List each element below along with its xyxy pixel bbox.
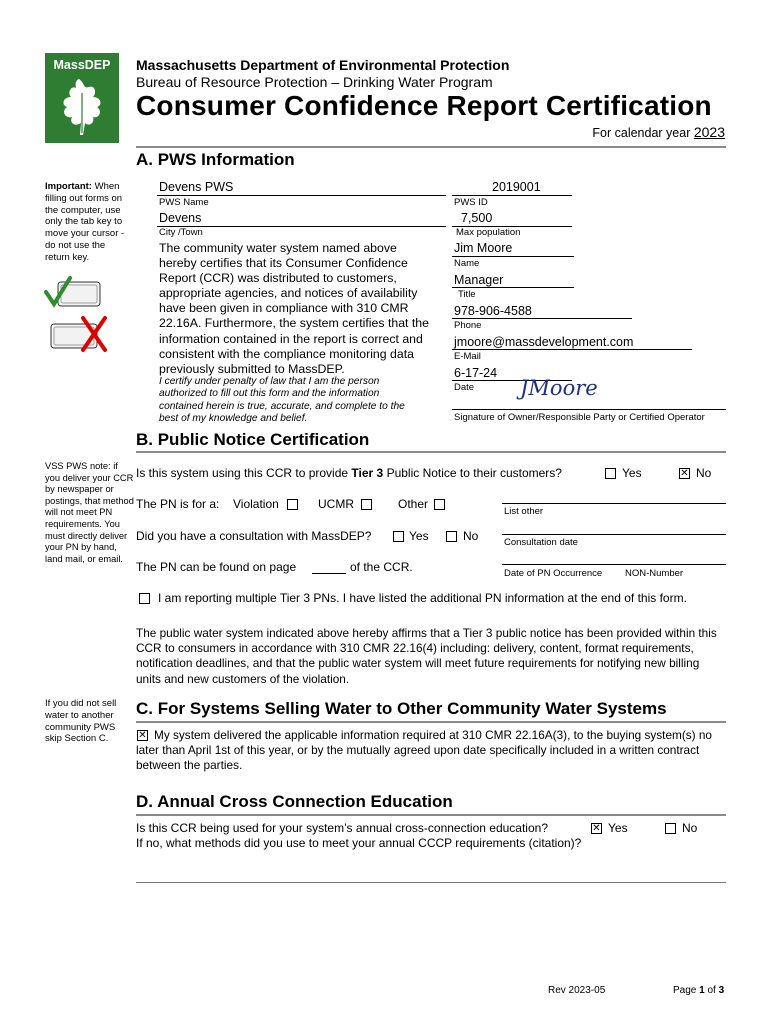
cccp-answer-line[interactable]	[136, 882, 726, 883]
page-title: Consumer Confidence Report Certification	[136, 90, 712, 121]
title-label: Title	[458, 289, 476, 300]
consultation-date-line[interactable]	[502, 534, 726, 535]
ucmr-label: UCMR	[318, 497, 354, 511]
other-checkbox[interactable]	[434, 499, 445, 510]
cccp-methods-question: If no, what methods did you use to meet your annual CCCP requirements (citation)?	[136, 836, 582, 850]
pn-for-label: The PN is for a:	[136, 497, 220, 511]
phone-value[interactable]: 978-906-4588	[454, 304, 532, 318]
section-a-side-note	[45, 181, 129, 264]
list-other-label: List other	[504, 506, 544, 517]
cross-return-key-icon	[49, 316, 111, 352]
certification-text: The community water system named above hereby certifies that its Consumer Confidence Report (CCR) was distributed to customers, appropriate agencies, and notices of availability have been given in compliance with 310 CMR 22.16A. Furthermore, the system certifies that the information contained in the report is correct and consistent with the compliance monitoring data previously submitted to MassDEP.	[159, 241, 429, 376]
checkmark-keyboard-icon	[44, 276, 104, 310]
city-label: City /Town	[159, 227, 203, 238]
calendar-year-label: For calendar year	[592, 126, 691, 140]
signature-label: Signature of Owner/Responsible Party or Certified Operator	[454, 412, 705, 423]
affirmation-text: The public water system indicated above hereby affirms that a Tier 3 public notice has been provided within this CCR to consumers in accordance with 310 CMR 22.16(4) including: delivery, content, format requirements, notification deadlines, and that the public water system will meet future requirements for notifying new billing units and new customers of the violation.	[136, 626, 717, 686]
signature[interactable]: JMoore	[520, 376, 598, 400]
calendar-year	[592, 124, 725, 140]
massdep-logo	[45, 53, 119, 143]
section-c-text: My system delivered the applicable information required at 310 CMR 22.16A(3), to the buying system(s) no later than April 1st of this year, or by the mutually agreed upon date specifically included in a written contract between the parties.	[136, 728, 712, 773]
section-c-heading: C. For Systems Selling Water to Other Community Water Systems	[136, 699, 667, 718]
phone-line	[452, 318, 632, 319]
page-prefix: Page	[673, 985, 700, 996]
cross-connection-yes-checkbox[interactable]	[591, 823, 602, 834]
city-value[interactable]: Devens	[159, 211, 202, 225]
tier3-question	[136, 466, 562, 481]
pws-id-value[interactable]: 2019001	[492, 180, 541, 194]
date-label: Date	[454, 382, 475, 393]
list-other-line[interactable]	[502, 503, 726, 504]
multiple-pn-checkbox[interactable]	[139, 593, 150, 604]
violation-checkbox[interactable]	[287, 499, 298, 510]
header-divider	[136, 146, 726, 148]
section-d-heading: D. Annual Cross Connection Education	[136, 792, 453, 811]
pn-occurrence-line[interactable]	[502, 564, 726, 565]
section-b-divider	[136, 451, 726, 453]
email-label: E-Mail	[454, 351, 481, 362]
cross-connection-no-label: No	[682, 821, 698, 835]
side-note-text: When filling out forms on the computer, use only the tab key to move your cursor - do not use the return key.	[45, 181, 125, 263]
consultation-no-checkbox[interactable]	[446, 531, 457, 542]
phone-label: Phone	[454, 320, 482, 331]
cross-connection-no-checkbox[interactable]	[665, 823, 676, 834]
tier3-yes-checkbox[interactable]	[605, 468, 616, 479]
page-number	[673, 985, 724, 996]
tier3-question-suffix: Public Notice to their customers?	[383, 466, 562, 480]
calendar-year-value[interactable]: 2023	[693, 124, 725, 140]
pws-name-line	[157, 195, 446, 196]
revision-label: Rev 2023-05	[548, 985, 606, 996]
email-line	[452, 349, 692, 350]
cross-connection-question: Is this CCR being used for your system’s annual cross-connection education?	[136, 821, 548, 835]
section-b-side-note: VSS PWS note: if you deliver your CCR by newspaper or postings, that method will not meet PN requirements. You must directly deliver your PN by hand, land mail, or email.	[45, 461, 134, 564]
pws-name-label: PWS Name	[159, 197, 209, 208]
section-a-heading: A. PWS Information	[136, 150, 295, 169]
pws-id-label: PWS ID	[454, 197, 488, 208]
department-name: Massachusetts Department of Environmental Protection	[136, 57, 510, 73]
consultation-question: Did you have a consultation with MassDEP?	[136, 529, 372, 543]
name-value[interactable]: Jim Moore	[454, 241, 513, 255]
consultation-date-label: Consultation date	[504, 537, 578, 548]
title-value[interactable]: Manager	[454, 273, 504, 287]
non-number-label: NON-Number	[625, 568, 684, 579]
pws-name-value[interactable]: Devens PWS	[159, 180, 234, 194]
max-population-label: Max population	[456, 227, 521, 238]
pn-page-line[interactable]	[312, 573, 346, 574]
consultation-yes-label: Yes	[409, 529, 429, 543]
certification-italic: I certify under penalty of law that I am the person authorized to fill out this form and the information contained herein is true, accurate, and complete to the best of my knowledge and belief.	[159, 376, 405, 425]
consultation-yes-checkbox[interactable]	[393, 531, 404, 542]
pws-id-line	[452, 195, 572, 196]
other-label: Other	[398, 497, 429, 511]
pn-page-suffix: of the CCR.	[350, 560, 413, 574]
section-c-divider	[136, 721, 726, 723]
tier3-bold: Tier 3	[351, 466, 384, 480]
email-value[interactable]: jmoore@massdevelopment.com	[454, 335, 634, 349]
page-total: 3	[718, 985, 725, 996]
page-mid: of	[704, 985, 719, 996]
name-label: Name	[454, 258, 480, 269]
ucmr-checkbox[interactable]	[361, 499, 372, 510]
pn-page-prefix: The PN can be found on page	[136, 560, 297, 574]
violation-label: Violation	[233, 497, 279, 511]
bureau-name: Bureau of Resource Protection – Drinking Water Program	[136, 74, 493, 90]
title-line	[452, 287, 574, 288]
max-population-value[interactable]: 7,500	[461, 211, 493, 225]
name-line	[452, 256, 574, 257]
tier3-no-label: No	[696, 466, 712, 480]
consultation-no-label: No	[463, 529, 479, 543]
page-current: 1	[699, 985, 705, 996]
section-c-side-note: If you did not sell water to another community PWS skip Section C.	[45, 698, 117, 745]
section-b-heading: B. Public Notice Certification	[136, 430, 370, 449]
pn-occurrence-label: Date of PN Occurrence	[504, 568, 603, 579]
tier3-no-checkbox[interactable]	[679, 468, 690, 479]
signature-line	[452, 409, 726, 410]
cross-connection-yes-label: Yes	[608, 821, 628, 835]
oak-leaf-icon	[45, 73, 119, 143]
multiple-pn-text: I am reporting multiple Tier 3 PNs. I have listed the additional PN information at the end of this form.	[158, 591, 687, 605]
logo-text: MassDEP	[53, 58, 111, 72]
tier3-question-prefix: Is this system using this CCR to provide	[136, 466, 352, 480]
side-note-bold: Important:	[45, 181, 92, 192]
section-d-divider	[136, 814, 726, 816]
date-value[interactable]: 6-17-24	[454, 366, 498, 380]
tier3-yes-label: Yes	[622, 466, 642, 480]
